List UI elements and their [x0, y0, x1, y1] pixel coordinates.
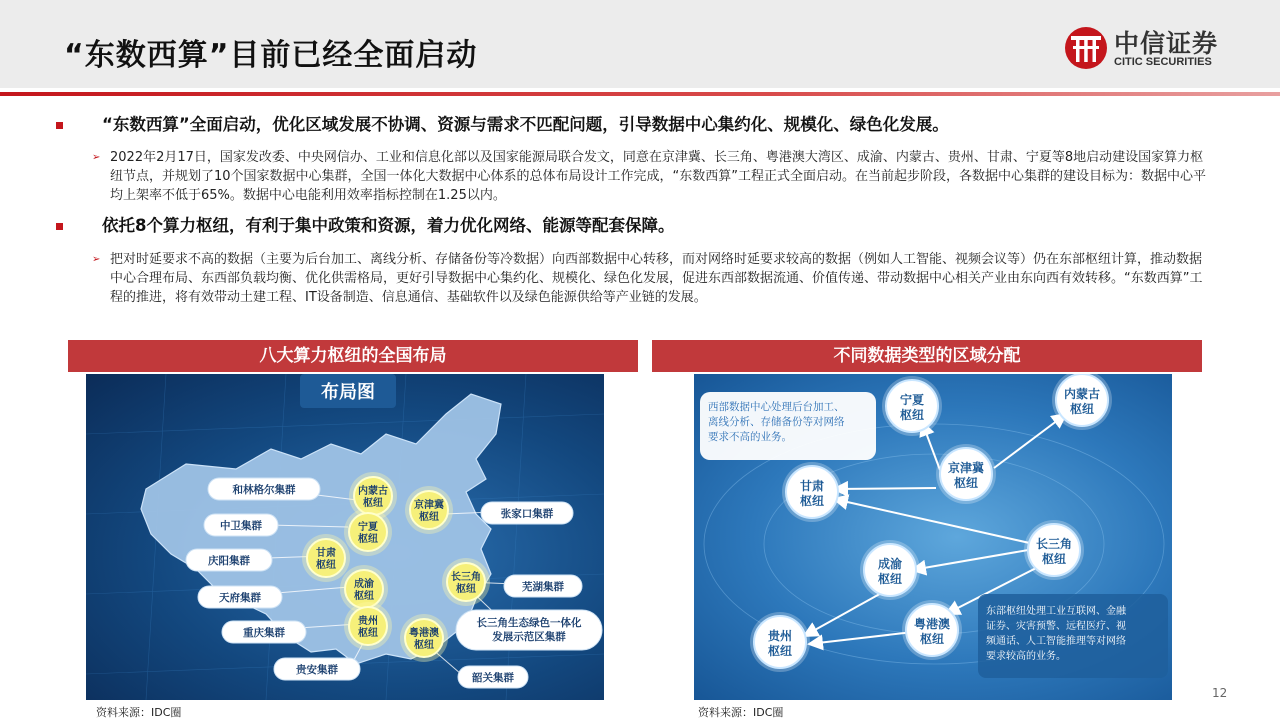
hub-layout-map [86, 374, 604, 700]
bullet-2-detail-text: 把对时延要求不高的数据（主要为后台加工、离线分析、存储备份等冷数据）向西部数据中心转移，而对网络时延要求较高的数据（例如人工智能、视频会议等）仍在东部枢纽计算，推动数据中心合理布局、东西部负载均衡、优化供需格局，更好引导数据中心集约化、规模化、绿色化发展，促进东西部数据流通、价值传递、带动数据中心相关产业由东向西有效转移。“东数西算”工程的推进，将有效带动土建工程、IT设备制造、信息通信、基础软件以及绿色能源供给等产业链的发展。 [110, 252, 1203, 305]
hub-label: 长三角枢纽 [451, 572, 481, 595]
page-title: “东数西算”目前已经全面启动 [64, 38, 478, 73]
cluster-label: 天府集群 [219, 592, 261, 604]
hub-node [750, 612, 810, 672]
bullet-1-text: “东数西算”全面启动，优化区域发展不协调、资源与需求不匹配问题，引导数据中心集约化、规模化、绿色化发展。 [102, 115, 949, 134]
left-figure-header: 八大算力枢纽的全国布局 [68, 340, 638, 372]
arrow-bullet-icon: ➢ [92, 152, 101, 163]
hub-label: 粤港澳枢纽 [409, 628, 439, 651]
east-note-text: 东部枢纽处理工业互联网、金融证券、灾害预警、远程医疗、视频通话、人工智能推理等对网络要求较高的业务。 [986, 606, 1126, 662]
cluster-label: 张家口集群 [500, 508, 554, 520]
cluster-label: 庆阳集群 [208, 555, 250, 567]
hub-node [882, 376, 942, 436]
bullet-1-detail [92, 148, 1212, 206]
hub-label: 成渝枢纽 [354, 579, 374, 602]
hub-node-label: 京津冀枢纽 [947, 461, 985, 490]
cluster-pill [274, 658, 360, 680]
right-figure-header: 不同数据类型的区域分配 [652, 340, 1202, 372]
cluster-label: 芜湖集群 [522, 581, 564, 593]
hub-marker [400, 614, 448, 662]
logo-name-en: CITIC SECURITIES [1114, 56, 1212, 68]
cluster-pill [481, 502, 573, 524]
hub-node [860, 540, 920, 600]
cluster-label: 和林格尔集群 [232, 484, 296, 496]
west-note-text: 西部数据中心处理后台加工、离线分析、存储备份等对网络要求不高的业务。 [708, 401, 845, 443]
hub-marker [302, 534, 350, 582]
hub-node-label: 内蒙古枢纽 [1063, 387, 1101, 416]
hub-label: 甘肃枢纽 [316, 548, 336, 571]
cluster-pill [222, 621, 306, 643]
hub-node-label: 甘肃枢纽 [799, 479, 825, 508]
hub-node [936, 444, 996, 504]
cluster-pill [458, 666, 528, 688]
hub-label: 京津冀枢纽 [414, 500, 444, 523]
citic-logo [1062, 22, 1242, 78]
arrow-bullet-icon: ➢ [92, 254, 101, 265]
cluster-pill [204, 514, 278, 536]
slide-header [0, 0, 1280, 88]
header-divider [0, 92, 1280, 96]
cluster-label: 中卫集群 [220, 520, 262, 532]
hub-node [782, 462, 842, 522]
logo-name-cn: 中信证券 [1114, 29, 1219, 58]
hub-label: 宁夏枢纽 [358, 522, 378, 545]
right-source-note: 资料来源：IDC圈 [698, 706, 784, 719]
bullet-2-text: 依托8个算力枢纽，有利于集中政策和资源，着力优化网络、能源等配套保障。 [102, 216, 675, 235]
citic-emblem-icon [1062, 22, 1110, 70]
left-source-note: 资料来源：IDC圈 [96, 706, 182, 719]
cluster-pill [198, 586, 282, 608]
hub-node-label: 贵州枢纽 [767, 629, 793, 658]
cluster-label: 贵安集群 [296, 664, 338, 676]
hub-marker [405, 486, 453, 534]
cluster-label: 韶关集群 [472, 672, 514, 684]
hub-label: 内蒙古枢纽 [358, 486, 388, 509]
bullet-2-detail [92, 250, 1212, 328]
china-outline [141, 394, 501, 664]
hub-node [1052, 374, 1112, 430]
cluster-pill [504, 575, 582, 597]
hub-marker [344, 602, 392, 650]
bullet-1-detail-text: 2022年2月17日，国家发改委、中央网信办、工业和信息化部以及国家能源局联合发文，同意在京津冀、长三角、粤港澳大湾区、成渝、内蒙古、贵州、甘肃、宁夏等8地启动建设国家算力枢纽节点，并规划了10个国家数据中心集群，全国一体化大数据中心体系的总体布局设计工作完成，“东数西算”工程正式全面启动。在当前起步阶段，各数据中心集群的建设目标为：数据中心平均上架率不低于65%。数据中心电能利用效率指标控制在1.25以内。 [110, 150, 1207, 203]
cluster-label: 重庆集群 [243, 627, 285, 639]
cluster-pill [186, 549, 272, 571]
hub-marker [344, 508, 392, 556]
hub-label: 贵州枢纽 [358, 616, 378, 639]
hub-node-label: 长三角枢纽 [1035, 537, 1073, 566]
square-bullet-icon [56, 223, 63, 230]
cluster-label: 长三角生态绿色一体化发展示范区集群 [476, 617, 582, 643]
page-number: 12 [1212, 686, 1228, 700]
hub-node [1024, 520, 1084, 580]
hub-node-label: 成渝枢纽 [877, 557, 903, 586]
cluster-pill [208, 478, 320, 500]
hub-node [902, 600, 962, 660]
square-bullet-icon [56, 122, 63, 129]
hub-marker [442, 558, 490, 606]
cluster-pill [456, 610, 602, 650]
hub-node-label: 粤港澳枢纽 [913, 617, 951, 646]
data-allocation-diagram [694, 374, 1172, 700]
map-title: 布局图 [321, 382, 375, 403]
hub-node-label: 宁夏枢纽 [899, 393, 925, 422]
